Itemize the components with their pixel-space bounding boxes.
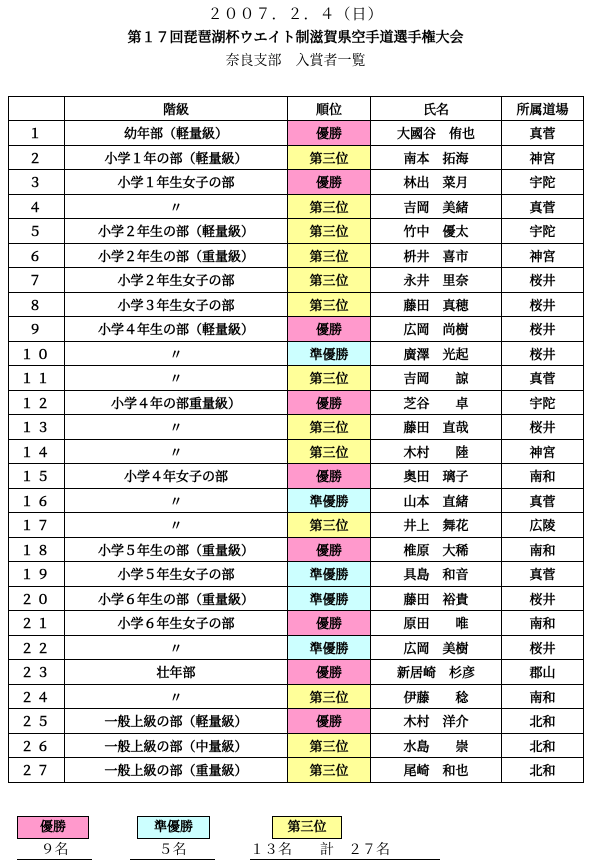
row-number: ２０	[9, 586, 65, 611]
competitor-name: 水島 崇	[371, 733, 502, 758]
competitor-name: 広岡 尚樹	[371, 317, 502, 342]
competitor-name: 具島 和音	[371, 562, 502, 587]
rank-cell: 準優勝	[288, 635, 371, 660]
legend-third-place: 第三位	[272, 816, 342, 839]
row-number: ３	[9, 170, 65, 195]
dojo-name: 南和	[502, 684, 584, 709]
rank-cell: 準優勝	[288, 341, 371, 366]
dojo-name: 広陵	[502, 513, 584, 538]
weight-class: 〃	[65, 194, 288, 219]
row-number: ２３	[9, 660, 65, 685]
column-header-class: 階級	[65, 97, 288, 121]
column-header-number	[9, 97, 65, 121]
table-row	[9, 415, 584, 440]
competitor-name: 山本 直緒	[371, 488, 502, 513]
dojo-name: 神宮	[502, 439, 584, 464]
row-number: ６	[9, 243, 65, 268]
weight-class: 小学４年女子の部	[65, 464, 288, 489]
rank-cell: 優勝	[288, 121, 371, 146]
table-row	[9, 758, 584, 783]
third-place-total: １３名 計 ２７名	[250, 842, 440, 860]
dojo-name: 真菅	[502, 562, 584, 587]
rank-cell: 優勝	[288, 660, 371, 685]
page-subtitle: 奈良支部 入賞者一覧	[225, 53, 366, 69]
table-row	[9, 537, 584, 562]
dojo-name: 郡山	[502, 660, 584, 685]
results-body	[9, 121, 584, 783]
rank-cell: 第三位	[288, 194, 371, 219]
weight-class: 一般上級の部（重量級）	[65, 758, 288, 783]
table-row	[9, 121, 584, 146]
table-row	[9, 733, 584, 758]
column-header-rank: 順位	[288, 97, 371, 121]
dojo-name: 南和	[502, 464, 584, 489]
row-number: ２５	[9, 709, 65, 734]
row-number: ２７	[9, 758, 65, 783]
runner-up-count: ５名	[130, 842, 215, 860]
competitor-name: 井上 舞花	[371, 513, 502, 538]
results-table	[8, 96, 584, 783]
competitor-name: 吉岡 諒	[371, 366, 502, 391]
rank-cell: 第三位	[288, 145, 371, 170]
rank-cell: 優勝	[288, 390, 371, 415]
competitor-name: 木村 洋介	[371, 709, 502, 734]
row-number: ２１	[9, 611, 65, 636]
weight-class: 小学６年生女子の部	[65, 611, 288, 636]
table-row	[9, 170, 584, 195]
table-row	[9, 635, 584, 660]
row-number: ２２	[9, 635, 65, 660]
row-number: ７	[9, 268, 65, 293]
rank-cell: 第三位	[288, 439, 371, 464]
weight-class: 小学２年生の部（軽量級）	[65, 219, 288, 244]
weight-class: 〃	[65, 635, 288, 660]
rank-cell: 第三位	[288, 366, 371, 391]
dojo-name: 桜井	[502, 635, 584, 660]
row-number: ８	[9, 292, 65, 317]
weight-class: 小学２年生の部（重量級）	[65, 243, 288, 268]
rank-cell: 準優勝	[288, 562, 371, 587]
row-number: １４	[9, 439, 65, 464]
dojo-name: 北和	[502, 758, 584, 783]
competitor-name: 椎原 大稀	[371, 537, 502, 562]
table-row	[9, 611, 584, 636]
row-number: １５	[9, 464, 65, 489]
table-row	[9, 292, 584, 317]
table-row	[9, 439, 584, 464]
competitor-name: 廣澤 光起	[371, 341, 502, 366]
table-row	[9, 660, 584, 685]
row-number: １７	[9, 513, 65, 538]
dojo-name: 神宮	[502, 243, 584, 268]
rank-cell: 第三位	[288, 268, 371, 293]
rank-cell: 優勝	[288, 537, 371, 562]
competitor-name: 奥田 璃子	[371, 464, 502, 489]
row-number: １３	[9, 415, 65, 440]
table-row	[9, 317, 584, 342]
weight-class: 〃	[65, 684, 288, 709]
dojo-name: 真菅	[502, 121, 584, 146]
weight-class: 小学３年生女子の部	[65, 292, 288, 317]
table-row	[9, 709, 584, 734]
date-heading: ２００７．２．４（日）	[207, 5, 384, 23]
dojo-name: 神宮	[502, 145, 584, 170]
rank-cell: 第三位	[288, 243, 371, 268]
table-header-row	[9, 97, 584, 121]
weight-class: 〃	[65, 513, 288, 538]
competitor-name: 林出 菜月	[371, 170, 502, 195]
row-number: １	[9, 121, 65, 146]
rank-cell: 第三位	[288, 415, 371, 440]
competitor-name: 藤田 直哉	[371, 415, 502, 440]
row-number: １９	[9, 562, 65, 587]
competitor-name: 木村 陸	[371, 439, 502, 464]
dojo-name: 桜井	[502, 341, 584, 366]
rank-cell: 準優勝	[288, 586, 371, 611]
weight-class: 小学５年生の部（重量級）	[65, 537, 288, 562]
dojo-name: 桜井	[502, 586, 584, 611]
weight-class: 〃	[65, 341, 288, 366]
rank-cell: 第三位	[288, 733, 371, 758]
dojo-name: 宇陀	[502, 170, 584, 195]
weight-class: 〃	[65, 488, 288, 513]
weight-class: 幼年部（軽量級）	[65, 121, 288, 146]
winner-count: ９名	[17, 842, 92, 860]
dojo-name: 宇陀	[502, 390, 584, 415]
tournament-title: 第１７回琵琶湖杯ウエイト制滋賀県空手道選手権大会	[127, 30, 464, 46]
rank-cell: 第三位	[288, 513, 371, 538]
column-header-name: 氏名	[371, 97, 502, 121]
competitor-name: 藤田 裕貴	[371, 586, 502, 611]
table-row	[9, 513, 584, 538]
competitor-name: 伊藤 稔	[371, 684, 502, 709]
table-row	[9, 243, 584, 268]
table-row	[9, 488, 584, 513]
table-row	[9, 219, 584, 244]
weight-class: 小学４年生の部（軽量級）	[65, 317, 288, 342]
row-number: ５	[9, 219, 65, 244]
table-row	[9, 684, 584, 709]
competitor-name: 竹中 優太	[371, 219, 502, 244]
table-row	[9, 586, 584, 611]
competitor-name: 藤田 真穂	[371, 292, 502, 317]
table-row	[9, 194, 584, 219]
dojo-name: 宇陀	[502, 219, 584, 244]
dojo-name: 桜井	[502, 317, 584, 342]
weight-class: 〃	[65, 439, 288, 464]
dojo-name: 真菅	[502, 194, 584, 219]
dojo-name: 真菅	[502, 488, 584, 513]
rank-cell: 優勝	[288, 611, 371, 636]
table-row	[9, 341, 584, 366]
dojo-name: 北和	[502, 709, 584, 734]
competitor-name: 大國谷 侑也	[371, 121, 502, 146]
weight-class: 小学１年生女子の部	[65, 170, 288, 195]
competitor-name: 吉岡 美緒	[371, 194, 502, 219]
weight-class: 小学４年の部重量級）	[65, 390, 288, 415]
row-number: ２４	[9, 684, 65, 709]
row-number: ２６	[9, 733, 65, 758]
table-row	[9, 268, 584, 293]
legend-runner-up: 準優勝	[137, 816, 210, 839]
dojo-name: 桜井	[502, 292, 584, 317]
rank-cell: 第三位	[288, 758, 371, 783]
rank-cell: 優勝	[288, 709, 371, 734]
rank-cell: 準優勝	[288, 488, 371, 513]
competitor-name: 広岡 美樹	[371, 635, 502, 660]
row-number: １６	[9, 488, 65, 513]
competitor-name: 南本 拓海	[371, 145, 502, 170]
competitor-name: 枡井 喜市	[371, 243, 502, 268]
row-number: ９	[9, 317, 65, 342]
table-row	[9, 366, 584, 391]
competitor-name: 新居崎 杉彦	[371, 660, 502, 685]
weight-class: 一般上級の部（中量級）	[65, 733, 288, 758]
competitor-name: 原田 唯	[371, 611, 502, 636]
dojo-name: 桜井	[502, 268, 584, 293]
weight-class: 小学６年生の部（重量級）	[65, 586, 288, 611]
rank-cell: 優勝	[288, 317, 371, 342]
weight-class: 一般上級の部（軽量級）	[65, 709, 288, 734]
legend-winner: 優勝	[17, 816, 89, 839]
table-row	[9, 562, 584, 587]
column-header-dojo: 所属道場	[502, 97, 584, 121]
table-row	[9, 145, 584, 170]
weight-class: 〃	[65, 415, 288, 440]
dojo-name: 北和	[502, 733, 584, 758]
competitor-name: 尾崎 和也	[371, 758, 502, 783]
rank-cell: 優勝	[288, 170, 371, 195]
row-number: １２	[9, 390, 65, 415]
competitor-name: 永井 里奈	[371, 268, 502, 293]
table-row	[9, 390, 584, 415]
row-number: ２	[9, 145, 65, 170]
row-number: ４	[9, 194, 65, 219]
dojo-name: 南和	[502, 611, 584, 636]
rank-cell: 第三位	[288, 292, 371, 317]
row-number: １０	[9, 341, 65, 366]
dojo-name: 真菅	[502, 366, 584, 391]
weight-class: 〃	[65, 366, 288, 391]
row-number: １１	[9, 366, 65, 391]
rank-cell: 第三位	[288, 219, 371, 244]
rank-cell: 第三位	[288, 684, 371, 709]
weight-class: 小学１年の部（軽量級）	[65, 145, 288, 170]
weight-class: 小学５年生女子の部	[65, 562, 288, 587]
row-number: １８	[9, 537, 65, 562]
rank-cell: 優勝	[288, 464, 371, 489]
weight-class: 壮年部	[65, 660, 288, 685]
competitor-name: 芝谷 卓	[371, 390, 502, 415]
dojo-name: 桜井	[502, 415, 584, 440]
dojo-name: 南和	[502, 537, 584, 562]
weight-class: 小学２年生女子の部	[65, 268, 288, 293]
table-row	[9, 464, 584, 489]
